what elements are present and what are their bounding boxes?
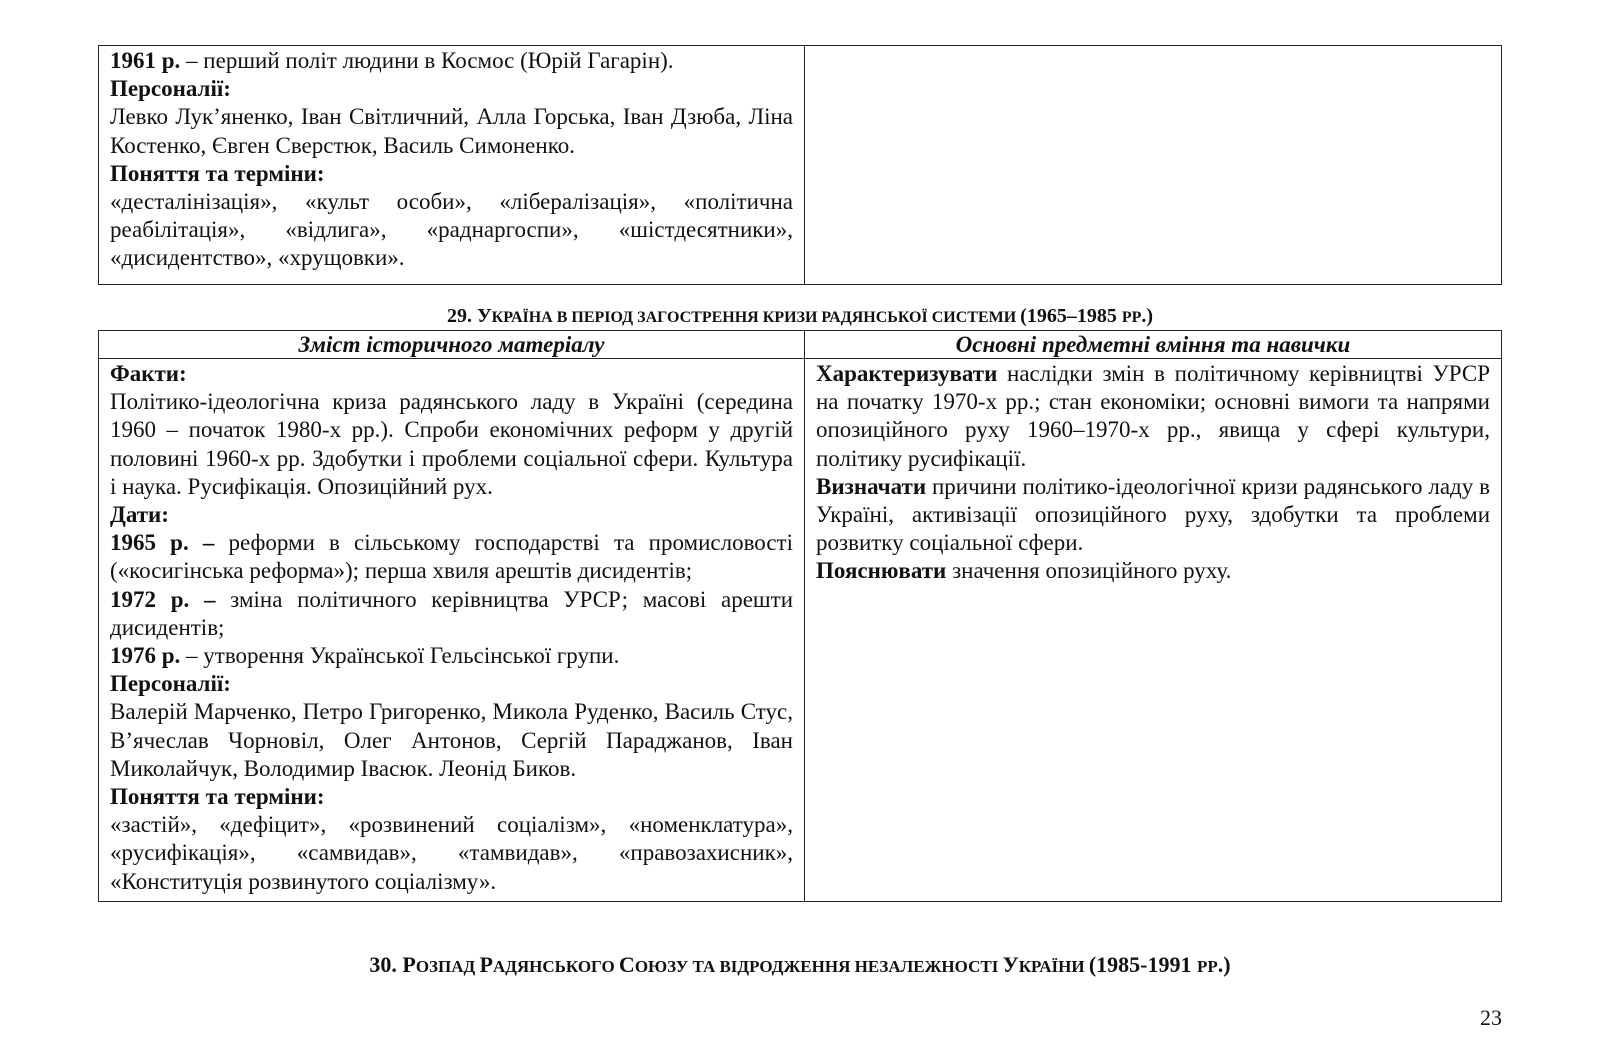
section-number: 29. [446, 305, 477, 327]
title-rest: АДЯНСЬКОГО [492, 957, 619, 976]
personalities-list: Левко Лук’яненко, Іван Світличний, Алла Горська, Іван Дзюба, Ліна Костенко, Євген Сверстюк, Василь Симоненко. [110, 104, 793, 158]
date-entry [110, 642, 793, 670]
title-years: (1965–1985 [1020, 305, 1122, 327]
terms-heading: Поняття та терміни: [110, 160, 325, 186]
title-rr: РР [1121, 309, 1142, 326]
title-cap: С [618, 952, 635, 977]
skill-verb: Визначати [816, 473, 927, 499]
section-29-title [98, 303, 1502, 331]
skill-item [816, 360, 1490, 473]
date-year: 1961 р. [110, 48, 181, 73]
title-cap: Р [402, 952, 416, 977]
skill-item [816, 473, 1490, 558]
title-rr: РР [1197, 957, 1218, 976]
table-row [99, 359, 1502, 902]
section-30-title [98, 950, 1502, 983]
title-cap: Р [479, 952, 493, 977]
skills-cell [805, 359, 1502, 902]
date-year: 1965 р. – [110, 530, 215, 556]
date-text: – перший політ людини в Космос (Юрій Гагарін). [180, 48, 674, 73]
date-text: зміна політичного керівництва УРСР; масові арешти дисидентів; [110, 586, 794, 640]
personalities-list: Валерій Марченко, Петро Григоренко, Микола Руденко, Василь Стус, В’ячеслав Чорновіл, Олег Антонов, Сергій Параджанов, Іван Миколайчук, Володимир Івасюк. Леонід Биков. [110, 699, 793, 781]
personalities-heading: Персоналії: [110, 76, 231, 102]
terms-heading: Поняття та терміни: [110, 784, 325, 810]
title-years: (1985-1991 [1088, 952, 1198, 977]
title-end: .) [1217, 952, 1231, 977]
date-year: 1972 р. – [110, 586, 216, 612]
skills-cell-empty [805, 46, 1502, 285]
skill-text: наслідки змін в політичному керівництві УРСР на початку 1970-х рр.; стан економіки; основні вимоги та напрями опозиційного руху 1960–1970-х рр., явища у сфері культури, політику русифікації. [816, 361, 1490, 471]
previous-section-table [98, 45, 1502, 285]
column-header-content: Зміст історичного матеріалу [99, 331, 805, 359]
facts-heading: Факти: [110, 361, 187, 386]
table-header-row [99, 331, 1502, 359]
title-cap: У [1002, 952, 1019, 977]
date-entry [110, 586, 793, 642]
skill-text: причини політико-ідеологічної кризи радянського ладу в Україні, активізації опозиційного руху, здобутки та проблеми розвитку соціальної сфери. [816, 473, 1490, 556]
page-number: 23 [1480, 1005, 1502, 1030]
title-rest: ОЗПАД [415, 957, 480, 976]
date-year: 1976 р. [110, 643, 181, 669]
title-rest: КРАЇНИ [1018, 957, 1089, 976]
personalities-heading: Персоналії: [110, 671, 231, 697]
content-cell [99, 359, 805, 902]
title-cap: У [476, 305, 492, 327]
section-29-table [98, 330, 1502, 902]
skill-verb: Характеризувати [816, 361, 998, 386]
date-entry [110, 47, 793, 75]
content-cell [99, 46, 805, 285]
title-rest: КРАЇНА В ПЕРІОД ЗАГОСТРЕННЯ КРИЗИ РАДЯНСЬКОЇ СИСТЕМИ [491, 309, 1021, 326]
title-end: .) [1141, 305, 1154, 327]
column-header-skills: Основні предметні вміння та навички [805, 331, 1502, 359]
date-text: – утворення Української Гельсінської групи. [180, 643, 620, 669]
date-entry [110, 529, 793, 585]
skill-item [816, 557, 1490, 585]
terms-list: «десталінізація», «культ особи», «лібералізація», «політична реабілітація», «відлига», «раднаргоспи», «шістдесятники», «дисидентство», «хрущовки». [110, 189, 793, 271]
title-rest: ОЮЗУ ТА ВІДРОДЖЕННЯ НЕЗАЛЕЖНОСТІ [634, 957, 1003, 976]
facts-text: Політико-ідеологічна криза радянського ладу в Україні (середина 1960 – початок 1980-х рр.). Спроби економічних реформ у другій половині 1960-х рр. Здобутки і проблеми соціальної сфери. Культура і наука. Русифікація. Опозиційний рух. [110, 389, 793, 499]
terms-list: «застій», «дефіцит», «розвинений соціалізм», «номенклатура», «русифікація», «самвидав», «тамвидав», «правозахисник», «Конституція розвинутого соціалізму». [110, 812, 793, 894]
section-number: 30. [369, 952, 403, 977]
table-row [99, 46, 1502, 285]
skill-verb: Пояснювати [816, 558, 947, 584]
date-text: реформи в сільському господарстві та промисловості («косигінська реформа»); перша хвиля арештів дисидентів; [110, 530, 793, 584]
skill-text: значення опозиційного руху. [946, 558, 1232, 584]
dates-heading: Дати: [110, 502, 169, 528]
